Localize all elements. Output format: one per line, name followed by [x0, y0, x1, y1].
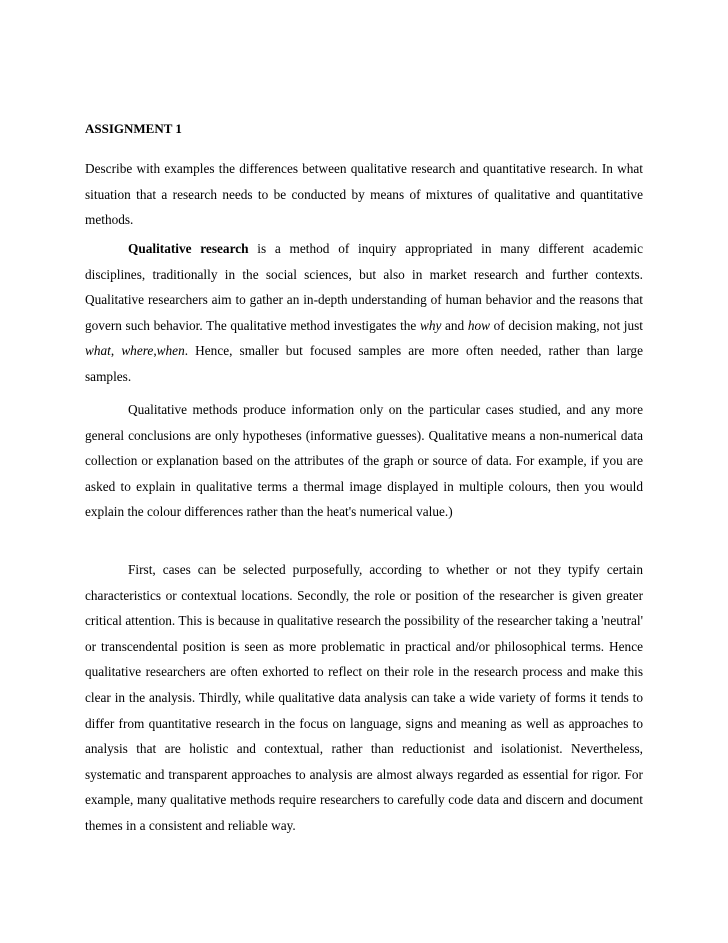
term-where: where	[121, 343, 154, 359]
assignment-heading: ASSIGNMENT 1	[85, 121, 182, 136]
paragraph-text: ,	[110, 343, 122, 359]
paragraph-text: and	[441, 317, 468, 333]
term-why: why	[419, 317, 442, 333]
qualitative-research-paragraph	[85, 236, 643, 390]
term-what: what	[85, 343, 111, 359]
term-qualitative-research: Qualitative research	[128, 241, 249, 256]
qualitative-methods-paragraph: Qualitative methods produce information only on the particular cases studied, and any more general conclusions are only hypotheses (informative guesses). Qualitative means a non-numerical data collection or explanation based on the attributes of the graph or source of data. For example, if you are asked to explain in qualitative terms a thermal image displayed in multiple colours, then you would explain the colour differences rather than the heat's numerical value.)	[85, 402, 643, 520]
paragraph-text: ,	[153, 343, 157, 359]
term-how: how	[467, 317, 491, 333]
question-paragraph: Describe with examples the differences between qualitative research and quantitative research. In what situation that a research needs to be conducted by means of mixtures of qualitative and quantitative methods.	[85, 161, 643, 228]
paragraph-text: is a method of inquiry appropriated in many different academic disciplines, traditionally in the social sciences, but also in market research and further contexts. Qualitative researchers aim to gather an in-depth understanding of human behavior and the reasons that govern such behavior. The qualitative method investigates the	[85, 241, 643, 333]
paragraph-text: of decision making, not just	[490, 317, 643, 333]
term-when: when	[156, 343, 185, 359]
paragraph-text: . Hence, smaller but focused samples are more often needed, rather than large samples.	[85, 343, 643, 384]
case-selection-paragraph: First, cases can be selected purposefully, according to whether or not they typify certain characteristics or contextual locations. Secondly, the role or position of the researcher is given greater critical attention. This is because in qualitative research the possibility of the researcher taking a 'neutral' or transcendental position is seen as more problematic in practical and/or philosophical terms. Hence qualitative researchers are often exhorted to reflect on their role in the research process and make this clear in the analysis. Thirdly, while qualitative data analysis can take a wide variety of forms it tends to differ from quantitative research in the focus on language, signs and meaning as well as approaches to analysis that are holistic and contextual, rather than reductionist and isolationist. Nevertheless, systematic and transparent approaches to analysis are almost always regarded as essential for rigor. For example, many qualitative methods require researchers to carefully code data and discern and document themes in a consistent and reliable way.	[85, 562, 643, 833]
